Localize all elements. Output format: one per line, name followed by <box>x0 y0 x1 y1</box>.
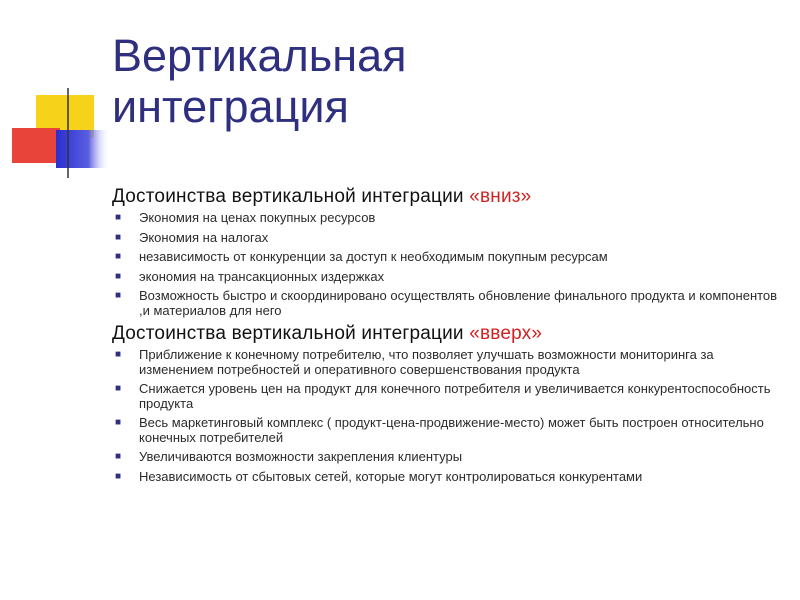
list-item-text: Независимость от сбытовых сетей, которые могут контролироваться конкурентами <box>139 468 643 484</box>
list-item-text: Увеличиваются возможности закрепления клиентуры <box>139 449 463 464</box>
title-line-1: Вертикальная <box>112 30 407 81</box>
bullet-icon: ■ <box>115 270 122 282</box>
red-square <box>12 128 60 163</box>
slide-title <box>112 30 406 132</box>
bullet-icon: ■ <box>115 212 122 223</box>
list-item <box>112 270 782 285</box>
slide-content <box>112 186 782 489</box>
list-item <box>112 211 782 226</box>
bullet-icon: ■ <box>115 383 122 394</box>
bullet-icon: ■ <box>115 470 122 482</box>
section-heading-up <box>112 323 782 345</box>
bullet-icon: ■ <box>115 417 122 428</box>
list-item <box>112 382 782 411</box>
list-item-text: Весь маркетинговый комплекс ( продукт-цена-продвижение-место) может быть построен относительно конечных потребителей <box>139 415 764 445</box>
section-highlight-up: «вверх» <box>469 323 543 344</box>
title-line-2: интеграция <box>112 81 349 132</box>
list-item-text: Возможность быстро и скоординировано осуществлять обновление финального продукта и компонентов ,и материалов для него <box>139 288 778 318</box>
list-item <box>112 470 782 485</box>
bullet-icon: ■ <box>115 349 122 360</box>
bullet-icon: ■ <box>115 251 122 262</box>
bullet-icon: ■ <box>115 290 122 301</box>
list-item-text: независимость от конкуренции за доступ к необходимым покупным ресурсам <box>139 249 608 264</box>
section-heading-text: Достоинства вертикальной интеграции <box>112 323 470 344</box>
list-item <box>112 416 782 445</box>
list-item <box>112 250 782 265</box>
bullet-icon: ■ <box>115 231 122 243</box>
bullet-list-up <box>112 348 782 484</box>
list-item-text: Снижается уровень цен на продукт для конечного потребителя и увеличивается конкурентоспособность продукта <box>139 381 771 411</box>
bullet-list-down <box>112 211 782 318</box>
section-heading-text: Достоинства вертикальной интеграции <box>112 186 470 207</box>
bullet-icon: ■ <box>115 451 122 462</box>
section-heading-down <box>112 186 782 208</box>
list-item <box>112 450 782 465</box>
list-item-text: Экономия на ценах покупных ресурсов <box>139 210 376 225</box>
list-item <box>112 289 782 318</box>
list-item-text: экономия на трансакционных издержках <box>139 268 385 284</box>
list-item-text: Экономия на налогах <box>139 229 269 245</box>
list-item-text: Приближение к конечному потребителю, что позволяет улучшать возможности мониторинга за изменением потребностей и оперативного совершенствования продукта <box>139 347 714 377</box>
section-highlight-down: «вниз» <box>469 186 532 207</box>
list-item <box>112 231 782 246</box>
blue-square <box>56 130 110 168</box>
list-item <box>112 348 782 377</box>
